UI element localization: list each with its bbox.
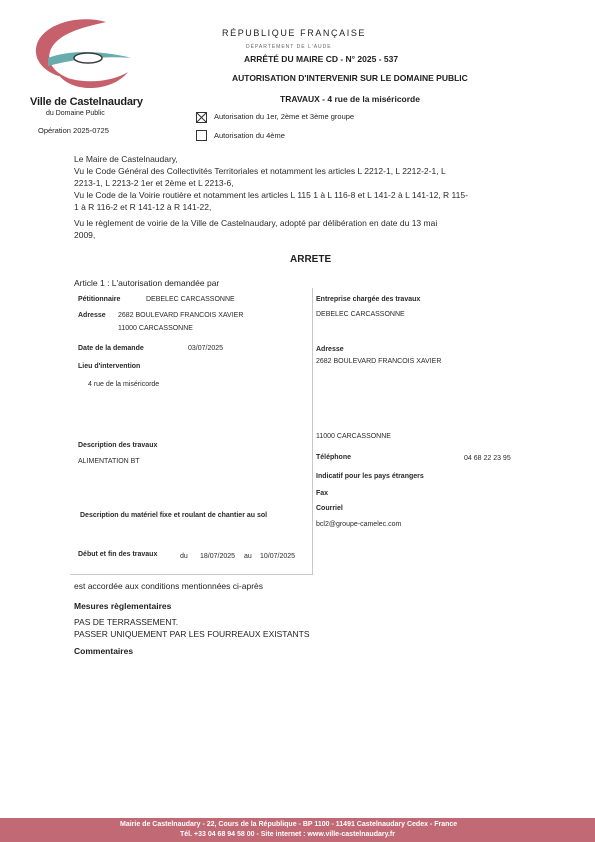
authorization-title: AUTORISATION D'INTERVENIR SUR LE DOMAINE PUBLIC <box>232 73 468 83</box>
adresse-value: 2682 BOULEVARD FRANCOIS XAVIER <box>118 312 244 319</box>
lieu-value: 4 rue de la miséricorde <box>88 381 160 388</box>
mesure-line: PASSER UNIQUEMENT PAR LES FOURREAUX EXISTANTS <box>74 629 310 639</box>
materiel-label: Description du matériel fixe et roulant de chantier au sol <box>80 512 268 519</box>
republic-heading: RÉPUBLIQUE FRANÇAISE <box>222 28 367 38</box>
entreprise-adresse-label: Adresse <box>316 346 344 353</box>
entreprise-value: DEBELEC CARCASSONNE <box>316 311 405 318</box>
arrete-title: ARRÊTÉ DU MAIRE CD - N° 2025 - 537 <box>244 54 399 64</box>
au-label: au <box>244 553 252 560</box>
city-logo <box>28 14 138 96</box>
telephone-value: 04 68 22 23 95 <box>464 455 511 462</box>
checkbox-label-groups-1-3: Autorisation du 1er, 2ème et 3ème groupe <box>214 112 355 121</box>
date-demande-label: Date de la demande <box>78 345 144 352</box>
adresse-label: Adresse <box>78 312 106 319</box>
commentaires-title: Commentaires <box>74 646 134 656</box>
operation-number: Opération 2025-0725 <box>38 126 109 135</box>
checkbox-group-4[interactable] <box>196 130 207 141</box>
arrete-heading: ARRETE <box>290 254 332 265</box>
adresse-city: 11000 CARCASSONNE <box>118 325 193 332</box>
checkbox-groups-1-3[interactable] <box>196 112 207 123</box>
start-date: 18/07/2025 <box>200 553 236 560</box>
description-value: ALIMENTATION BT <box>78 458 140 465</box>
fax-label: Fax <box>316 490 329 497</box>
mesures-title: Mesures règlementaires <box>74 601 172 611</box>
lieu-label: Lieu d'intervention <box>78 363 141 370</box>
intro-line: 1 à R 116-2 et R 141-12 à R 141-22, <box>74 202 212 212</box>
republic-subheading: DÉPARTEMENT DE L'AUDE <box>246 44 332 50</box>
checkbox-label-group-4: Autorisation du 4ème <box>214 131 285 140</box>
entreprise-city: 11000 CARCASSONNE <box>316 433 391 440</box>
petitionnaire-value: DEBELEC CARCASSONNE <box>146 296 235 303</box>
du-label: du <box>180 553 188 560</box>
travaux-location: TRAVAUX - 4 rue de la miséricorde <box>280 94 420 104</box>
date-demande-value: 03/07/2025 <box>188 345 224 352</box>
courriel-value: bcl2@groupe-camelec.com <box>316 521 402 528</box>
description-label: Description des travaux <box>78 442 158 449</box>
intro-line: Le Maire de Castelnaudary, <box>74 154 178 164</box>
intro-line: 2213-1, L 2213-2 1er et 2ème et L 2213-6, <box>74 178 234 188</box>
dates-label: Début et fin des travaux <box>78 551 158 558</box>
end-date: 10/07/2025 <box>260 553 296 560</box>
accord-line: est accordée aux conditions mentionnées ci-après <box>74 581 263 591</box>
city-name: Ville de Castelnaudary <box>30 96 143 108</box>
article-1: Article 1 : L'autorisation demandée par <box>74 278 220 288</box>
department-label: du Domaine Public <box>46 110 105 117</box>
footer-band <box>0 818 595 842</box>
intro-line: 2009, <box>74 230 96 240</box>
indicatif-label: Indicatif pour les pays étrangers <box>316 473 424 480</box>
intro-line: Vu le Code Général des Collectivités Territoriales et notamment les articles L 2212-1, L 2212-2-1, L <box>74 166 446 176</box>
intro-line: Vu le règlement de voirie de la Ville de Castelnaudary, adopté par délibération en date du 13 mai <box>74 218 438 228</box>
mesure-line: PAS DE TERRASSEMENT. <box>74 617 179 627</box>
entreprise-label: Entreprise chargée des travaux <box>316 296 421 303</box>
courriel-label: Courriel <box>316 505 343 512</box>
telephone-label: Téléphone <box>316 454 352 461</box>
intro-line: Vu le Code de la Voirie routière et notamment les articles L 115 1 à L 116-8 et L 141-2 à L 141-12, R 115- <box>74 190 468 200</box>
entreprise-adresse-value: 2682 BOULEVARD FRANCOIS XAVIER <box>316 358 442 365</box>
check-cross-icon <box>197 113 206 122</box>
footer-contact: Tél. +33 04 68 94 58 00 - Site internet : www.ville-castelnaudary.fr <box>180 831 395 838</box>
petitionnaire-label: Pétitionnaire <box>78 296 121 303</box>
footer-address: Mairie de Castelnaudary - 22, Cours de la République - BP 1100 - 11491 Castelnaudary Cedex - France <box>120 821 458 828</box>
